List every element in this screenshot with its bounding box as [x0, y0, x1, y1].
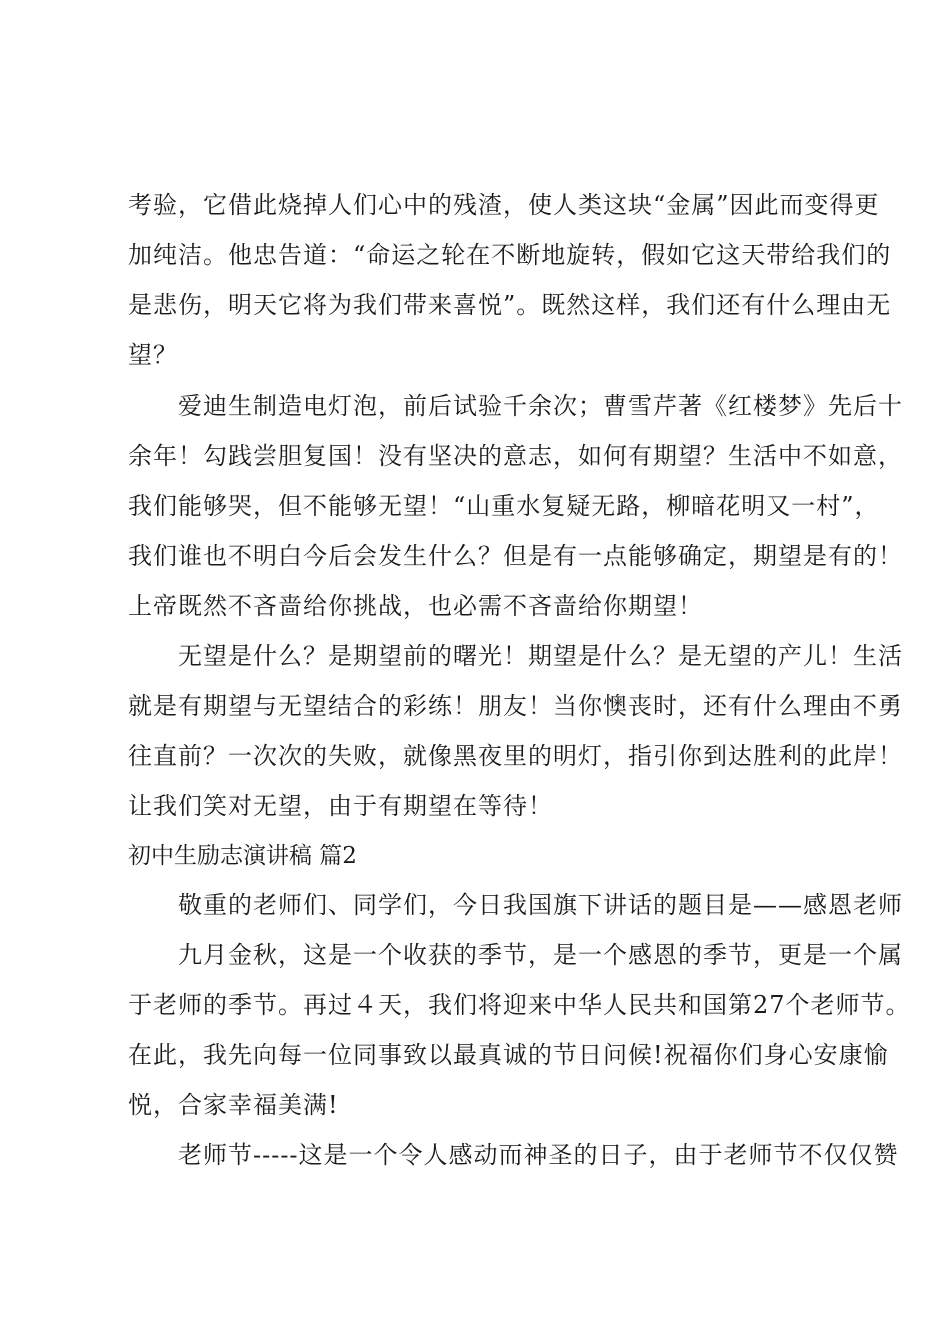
text-line: 我们谁也不明白今后会发生什么？但是有一点能够确定，期望是有的！ — [128, 542, 903, 570]
text-line: 敬重的老师们、同学们，今日我国旗下讲话的题目是——感恩老师 — [128, 891, 903, 919]
text-line: 望？ — [128, 341, 178, 369]
text-line: 爱迪生制造电灯泡，前后试验千余次；曹雪芹著《红楼梦》先后十 — [128, 392, 903, 420]
text-line: 让我们笑对无望，由于有期望在等待！ — [128, 792, 553, 820]
section-heading: 初中生励志演讲稿 篇2 — [128, 843, 357, 869]
text-line: 于老师的季节。再过４天，我们将迎来中华人民共和国第27个老师节。 — [128, 991, 911, 1019]
text-line: 无望是什么？是期望前的曙光！期望是什么？是无望的产儿！生活 — [128, 642, 903, 670]
text-line: 老师节-----这是一个令人感动而神圣的日子，由于老师节不仅仅赞 — [128, 1141, 899, 1169]
text-line: 九月金秋，这是一个收获的季节，是一个感恩的季节，更是一个属 — [128, 941, 903, 969]
text-line: 我们能够哭，但不能够无望！“山重水复疑无路，柳暗花明又一村”， — [128, 492, 880, 520]
text-line: 悦，合家幸福美满! — [128, 1091, 339, 1119]
text-line: 是悲伤，明天它将为我们带来喜悦”。既然这样，我们还有什么理由无 — [128, 291, 892, 319]
text-line: 就是有期望与无望结合的彩练！朋友！当你懊丧时，还有什么理由不勇 — [128, 692, 903, 720]
text-line: 在此，我先向每一位同事致以最真诚的节日问候!祝福你们身心安康愉 — [128, 1041, 889, 1069]
text-line: 往直前？一次次的失败，就像黑夜里的明灯，指引你到达胜利的此岸！ — [128, 742, 903, 770]
text-line: 考验，它借此烧掉人们心中的残渣，使人类这块“金属”因此而变得更 — [128, 191, 880, 219]
text-line: 上帝既然不吝啬给你挑战，也必需不吝啬给你期望！ — [128, 592, 703, 620]
text-line: 余年！勾践尝胆复国！没有坚决的意志，如何有期望？生活中不如意， — [128, 442, 903, 470]
text-line: 加纯洁。他忠告道：“命运之轮在不断地旋转，假如它这天带给我们的 — [128, 241, 892, 269]
